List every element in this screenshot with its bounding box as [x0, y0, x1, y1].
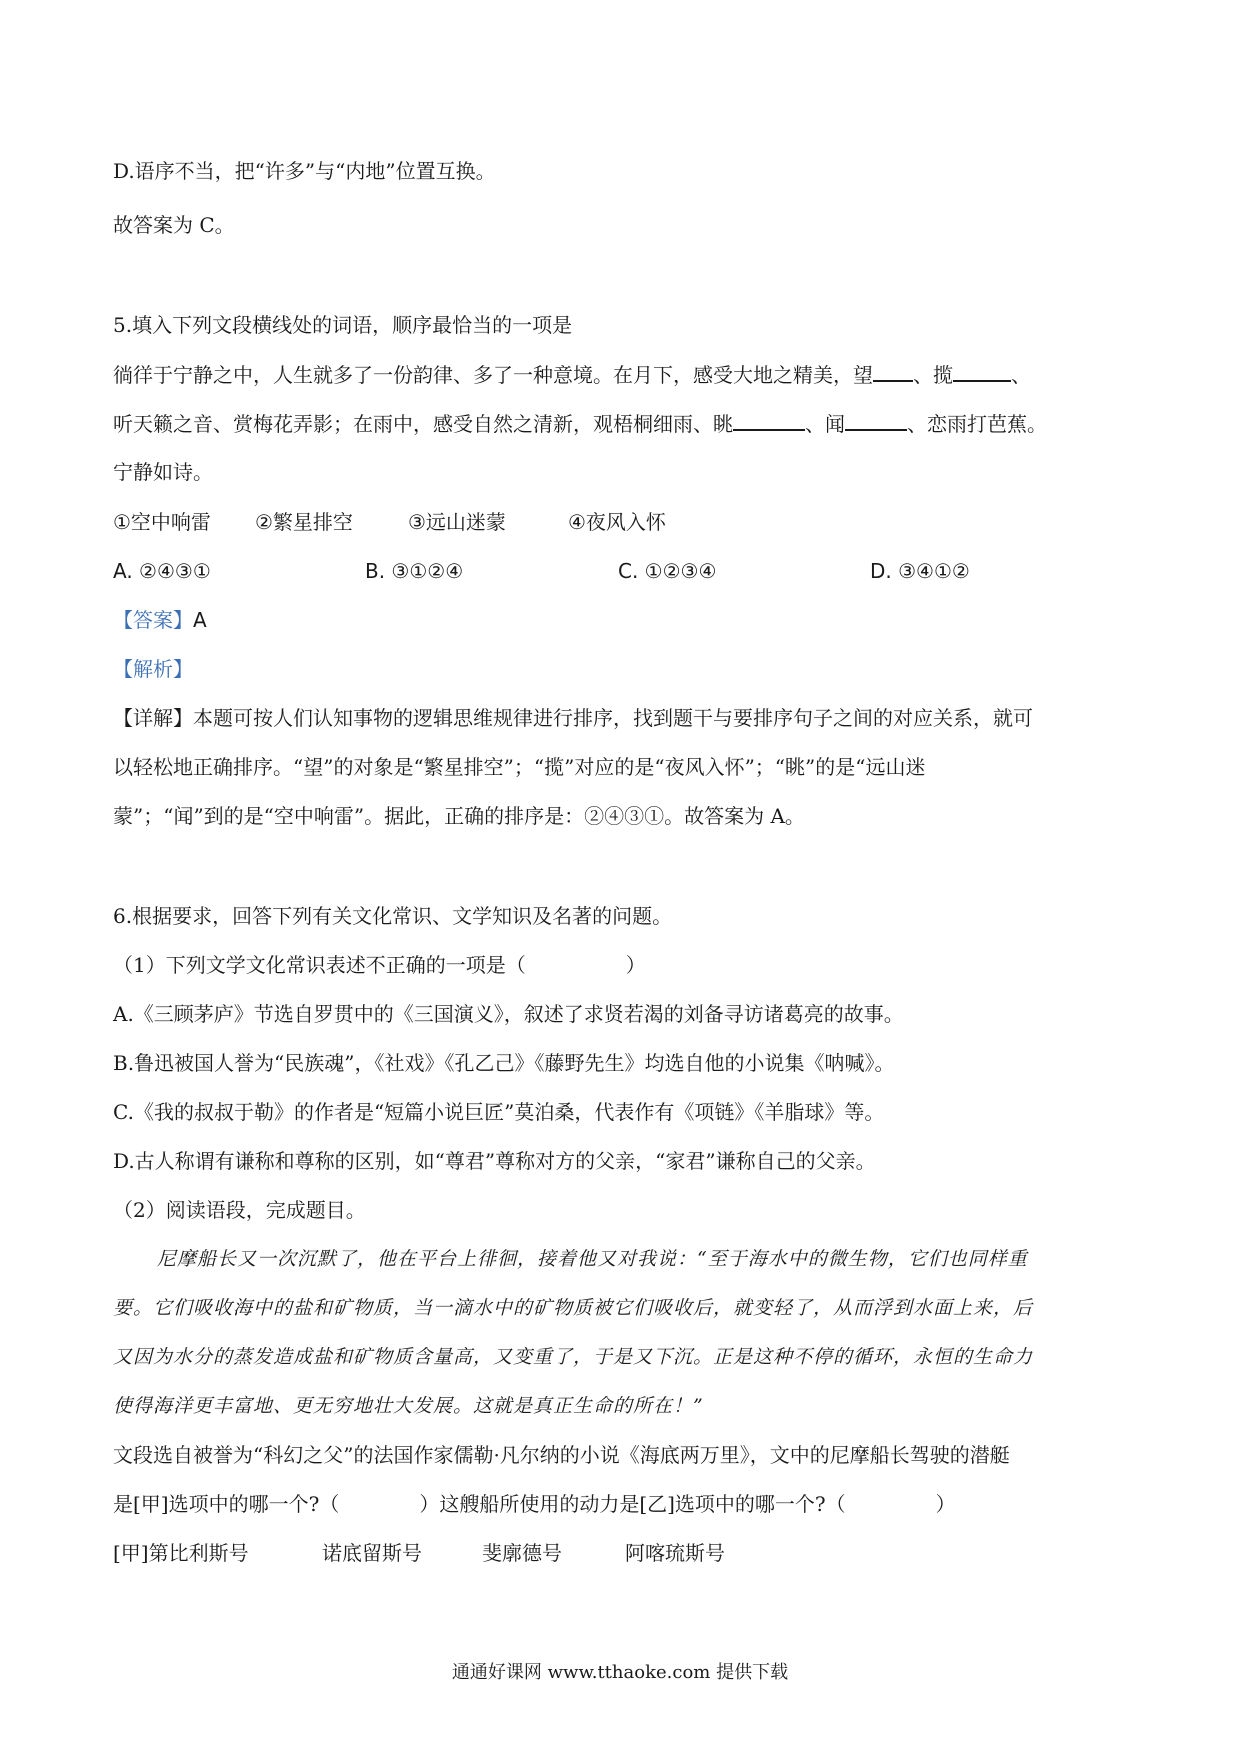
answer-value: A: [193, 608, 207, 632]
passage-text: 、: [1011, 363, 1031, 387]
q6-option-b: B.鲁迅被国人誉为“民族魂”，《社戏》《孔乙己》《藤野先生》均选自他的小说集《呐喊》。: [113, 1051, 895, 1075]
option-c: C. ①②③④: [618, 559, 717, 583]
q6-sub1: [113, 951, 646, 979]
answer-line: [113, 606, 207, 634]
q6-question-line-1: 文段选自被誉为“科幻之父”的法国作家儒勒·凡尔纳的小说《海底两万里》，文中的尼摩船长驾驶的潜艇: [113, 1443, 1010, 1467]
fill-blank: [873, 360, 913, 382]
q6-question-line-2: [113, 1490, 956, 1518]
option-b: B. ③①②④: [365, 559, 464, 583]
fill-blank: [845, 409, 907, 431]
passage-line-4: 使得海洋更丰富地、更无穷地壮大发展。这就是真正生命的所在！”: [113, 1395, 704, 1417]
detail-line-3: 蒙”；“闻”到的是“空中响雷”。据此，正确的排序是：②④③①。故答案为 A。: [113, 804, 805, 828]
q6-option-c: C.《我的叔叔于勒》的作者是“短篇小说巨匠”莫泊桑，代表作有《项链》《羊脂球》等。: [113, 1100, 885, 1124]
question-text: ）这艘船所使用的动力是[乙]选项中的哪一个?（: [419, 1492, 846, 1516]
option-a: A. ②④③①: [113, 559, 211, 583]
fill-blank: [953, 360, 1011, 382]
passage-line-2: 要。它们吸收海中的盐和矿物质，当一滴水中的矿物质被它们吸收后，就变轻了，从而浮到水面上来，后: [113, 1297, 1034, 1319]
sub1-close: ）: [625, 953, 646, 977]
q6-option-a: A.《三顾茅庐》节选自罗贯中的《三国演义》，叙述了求贤若渴的刘备寻访诸葛亮的故事。: [113, 1002, 904, 1026]
phrase-1: ①空中响雷: [113, 510, 211, 534]
passage-text: 徜徉于宁静之中，人生就多了一份韵律、多了一种意境。在月下，感受大地之精美，望: [113, 363, 873, 387]
detail-line-1: 【详解】本题可按人们认知事物的逻辑思维规律进行排序，找到题干与要排序句子之间的对应关系，就可: [113, 706, 1033, 730]
question-text: ）: [935, 1492, 956, 1516]
q5-passage-line-2: [113, 409, 1047, 438]
phrase-2: ②繁星排空: [255, 510, 353, 534]
passage-line-1: 尼摩船长又一次沉默了，他在平台上徘徊，接着他又对我说：“至于海水中的微生物，它们也同样重: [157, 1248, 1028, 1270]
question-text: 是[甲]选项中的哪一个?（: [113, 1492, 340, 1516]
q6-sub2: （2）阅读语段，完成题目。: [113, 1198, 366, 1222]
jia-option-2: 诺底留斯号: [322, 1541, 422, 1565]
passage-line-3: 又因为水分的蒸发造成盐和矿物质含量高，又变重了，于是又下沉。正是这种不停的循环，永恒的生命力: [113, 1346, 1034, 1368]
jia-option-3: 斐廓德号: [482, 1541, 562, 1565]
phrase-4: ④夜风入怀: [568, 510, 666, 534]
q6-option-d: D.古人称谓有谦称和尊称的区别，如“尊君”尊称对方的父亲，“家君”谦称自己的父亲。: [113, 1149, 876, 1173]
q6-title: 6.根据要求，回答下列有关文化常识、文学知识及名著的问题。: [113, 904, 673, 928]
answer-label: 【答案】: [113, 608, 193, 632]
passage-text: 听天籁之音、赏梅花弄影；在雨中，感受自然之清新，观梧桐细雨、眺: [113, 412, 733, 436]
analysis-label: 【解析】: [113, 657, 193, 681]
q5-passage-line-3: 宁静如诗。: [113, 460, 213, 484]
passage-text: 、恋雨打芭蕉。: [907, 412, 1047, 436]
detail-line-2: 以轻松地正确排序。“望”的对象是“繁星排空”；“揽”对应的是“夜风入怀”；“眺”的是“远山迷: [113, 755, 926, 779]
q5-title: 5.填入下列文段横线处的词语，顺序最恰当的一项是: [113, 313, 573, 337]
jia-option-4: 阿喀琉斯号: [625, 1541, 725, 1565]
q5-passage-line-1: [113, 360, 1031, 389]
option-d: D. ③④①②: [870, 559, 970, 583]
fill-blank: [733, 409, 805, 431]
q4-conclusion: 故答案为 C。: [113, 213, 235, 237]
passage-text: 、揽: [913, 363, 953, 387]
page-footer: 通通好课网 www.tthaoke.com 提供下载: [451, 1662, 789, 1683]
passage-text: 、闻: [805, 412, 845, 436]
q4-option-d: D.语序不当，把“许多”与“内地”位置互换。: [113, 159, 496, 183]
sub1-text: （1）下列文学文化常识表述不正确的一项是（: [113, 953, 526, 977]
phrase-3: ③远山迷蒙: [408, 510, 506, 534]
jia-label: [甲]第比利斯号: [113, 1541, 249, 1565]
